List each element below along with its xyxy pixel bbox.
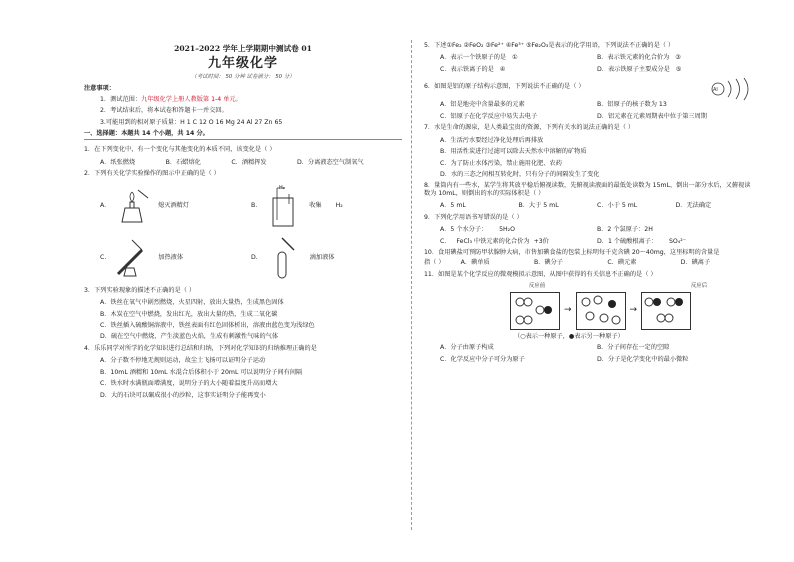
q11-option-d: D．分子是化学变化中的最小微粒 <box>597 355 689 363</box>
notice-item-2: 2．考试结束后，将本试卷和答题卡一并交回。 <box>100 107 228 115</box>
question-2: 2．下列有关化学实验操作的图示中正确的是（ ） <box>84 170 220 178</box>
question-7: 7．水是生命的源泉，是人类最宝贵的资源，下列有关水的说法正确的是（ ） <box>424 124 635 132</box>
q11-option-a: A．分子由原子构成 <box>440 344 494 352</box>
question-6-row <box>424 77 754 101</box>
q9-option-d-formula: SO₄²⁻ <box>668 237 687 245</box>
q2-option-d <box>251 236 402 280</box>
q5-option-a-text: A．表示一个铁原子的是 <box>440 54 507 62</box>
question-1: 1．在下列变化中，有一个变化与其他变化的本质不同，该变化是（ ） <box>84 146 276 154</box>
q5-option-c <box>440 66 597 73</box>
q4-option-d: D．大的石块可以碾成很小的沙粒，这事实证明分子能再变小 <box>100 391 266 399</box>
q5-option-d <box>597 66 754 73</box>
q9-option-d <box>597 238 754 245</box>
notice-item-1 <box>100 96 402 103</box>
q5-options-row-1 <box>440 54 754 61</box>
q7-option-a: A．生活污水要经过净化处理后再排放 <box>440 136 544 144</box>
q5-option-c-value: ④ <box>499 65 506 73</box>
q2-b-h2: H₂ <box>335 201 343 209</box>
q2-d-label: D. <box>251 253 258 261</box>
q8-option-a: A．5 mL <box>440 202 466 210</box>
q1-option-c: C．酒精挥发 <box>231 158 267 166</box>
q8-option-d: D．无法确定 <box>675 202 712 210</box>
q8-option-b: B．大于 5 mL <box>518 202 559 210</box>
q8-options <box>440 202 754 209</box>
q6-option-c: C．铝原子在化学反应中易失去电子 <box>440 112 538 120</box>
q10-option-d: D．碘离子 <box>680 259 711 267</box>
q2-a-caption: 熄灭酒精灯 <box>158 201 190 209</box>
q11-after-label: 反应后 <box>690 283 708 290</box>
reaction-after-box <box>641 292 691 330</box>
q5-option-a-value: ① <box>512 54 518 62</box>
q5-option-b <box>597 54 754 61</box>
exam-subject: 九年级化学 <box>207 56 278 72</box>
reaction-arrow-icon: → <box>564 305 572 316</box>
aluminum-atom-structure-icon <box>708 77 754 101</box>
question-1-options <box>100 159 402 166</box>
notice-heading: 注意事项： <box>84 85 115 93</box>
q2-option-c <box>100 236 251 280</box>
q2-image-row-2 <box>100 235 402 281</box>
question-6: 6．如图是铝的原子结构示意图，下列说法不正确的是（ ） <box>424 83 585 91</box>
q2-b-label: B. <box>251 201 258 209</box>
q6-options-row-2 <box>440 113 754 120</box>
alcohol-lamp-icon <box>112 186 152 226</box>
notice-item-1-prefix: 1．测试范围： <box>100 95 142 103</box>
reaction-arrow-icon: → <box>629 305 638 316</box>
section-heading: 一、选择题：本题共 14 个小题，共 14 分。 <box>84 130 402 140</box>
q2-d-caption: 滴加液体 <box>309 253 335 261</box>
q4-option-b: B．10mL 酒精和 10mL 水混合后体积小于 20mL 可以说明分子间有间隔 <box>100 368 303 376</box>
column-divider <box>411 40 412 530</box>
q9-option-d-text: D．1 个硫酸根离子： <box>597 237 658 245</box>
q5-option-d-value: ⑤ <box>675 65 682 73</box>
q5-option-d-text: D．表示铁原子主要成分是 <box>597 65 670 73</box>
q11-option-b: B．分子间存在一定的空隙 <box>597 344 670 352</box>
q5-option-b-value: ③ <box>675 54 681 62</box>
q10-option-a: A．碘单质 <box>460 259 490 267</box>
exam-time-info: （考试时间： 50 分钟 试卷满分： 50 分） <box>191 73 295 80</box>
q9-option-a <box>440 226 597 233</box>
q11-options-row-1 <box>440 344 754 351</box>
q5-option-a <box>440 54 597 61</box>
q10-cont: 指（ ） <box>424 259 445 267</box>
q3-option-c: C．铁丝插入硫酸铜溶液中，铁丝表面有红色固体析出，溶液由蓝色变为浅绿色 <box>100 322 315 329</box>
reaction-before-box <box>510 292 560 330</box>
q3-option-d: D．硫在空气中燃烧，产生淡蓝色火焰，生成有刺激性气味的气体 <box>100 333 279 341</box>
q9-option-c <box>440 238 597 245</box>
q7-option-c: C．为了防止水体污染，禁止施用化肥、农药 <box>440 159 562 167</box>
left-column <box>84 44 402 403</box>
q4-option-a: A．分子数不停地无规则运动，故尘土飞扬可以证明分子运动 <box>100 357 266 365</box>
question-5: 5．下述①Fe₂ ②FeO₂ ③Fe²⁺ ④Fe³⁺ ⑤Fe₂O₃是表示的化学用语，下列说法不正确的是（ ） <box>424 42 675 49</box>
q9-option-c-text: FeCl₃ 中铁元素的化合价为 <box>456 237 530 245</box>
q2-image-row-1 <box>100 183 402 229</box>
q2-option-b <box>251 184 402 228</box>
gas-collection-bottle-icon <box>263 184 303 228</box>
q11-before-label: 反应前 <box>528 283 546 290</box>
q4-option-c: C．铁水时水满瓶面增满度，说明分子的大小随着温度升高而增大 <box>100 380 278 388</box>
q3-option-b: B．木炭在空气中燃烧，发出红光，放出大量的热，生成二氧化碳 <box>100 310 278 318</box>
q9-option-c-valence: +3价 <box>533 237 549 245</box>
question-11: 11．如图是某个化学反应的微观模拟示意图，从图中获得的有关信息不正确的是（ ） <box>424 270 657 278</box>
q6-atom-label: Al <box>713 87 718 94</box>
test-tube-heating-icon <box>112 236 152 280</box>
q7-option-d: D．水的三态之间相互转化时，只有分子的间隔发生了变化 <box>440 170 600 178</box>
q9-options-row-1 <box>440 226 754 233</box>
q7-option-b: B．用活性炭进行过滤可以除去天然水中溶解的矿物质 <box>440 148 587 156</box>
notice-item-3: 3.可能用到的相对原子质量：H 1 C 12 O 16 Mg 24 Al 27 Zn 65 <box>100 118 283 126</box>
question-4: 4．乐乐同学对所学的化学知识进行总结和归纳，下列对化学知识的归纳推理正确的是 <box>84 344 317 352</box>
q1-option-d: D．分离液态空气制氧气 <box>296 158 364 166</box>
question-9: 9．下列化学用语书写错误的是（ ） <box>424 213 523 221</box>
q6-option-d: D．铝元素在元素周期表中位于第三周期 <box>597 112 707 120</box>
reaction-middle-box <box>576 292 626 330</box>
q1-option-b: B．石蜡熔化 <box>165 158 201 166</box>
q11-options-row-2 <box>440 356 754 363</box>
q5-option-b-text: B．表示铁元素的化合价为 <box>597 54 670 62</box>
dropper-icon <box>264 236 304 280</box>
q9-option-a-text: A．5 个水分子： <box>440 226 488 234</box>
q9-option-b: B．2 个氯原子：2H <box>597 226 653 234</box>
q6-option-a: A．铝是地壳中含量最多的元素 <box>440 101 525 109</box>
q9-options-row-2 <box>440 238 754 245</box>
q2-a-label: A. <box>100 201 107 209</box>
notice-item-1-red: 九年级化学上册人教版第 1-4 单元。 <box>141 95 242 103</box>
q9-option-c-label: C． <box>440 237 451 245</box>
q3-option-a: A．铁丝在氧气中剧烈燃烧，火星四射，放出大量热，生成黑色固体 <box>100 299 284 307</box>
question-8: 8．量筒内有一些水，某学生将其放平稳后俯视读数，先俯视读液面的最低处读数为 15mL，倒出一部分水后，又俯视读数为 10mL，则倒出的水的实际体积是（ ） <box>424 182 751 197</box>
q11-legend: （○表示一种原子，●表示另一种原子） <box>514 332 624 340</box>
q1-option-a: A．纸张燃烧 <box>100 158 136 166</box>
q11-diagram-labels <box>512 283 754 289</box>
q10-option-b: B．碘分子 <box>534 259 563 267</box>
q2-c-label: C. <box>100 253 107 261</box>
q8-option-c: C．小于 5 mL <box>597 202 638 210</box>
exam-title: 2021–2022 学年上学期期中测试卷 01 <box>174 44 312 53</box>
q10-option-c: C．碘元素 <box>607 259 637 267</box>
q6-options-row-1 <box>440 101 754 108</box>
question-10: 10．食用碘盐可预防甲状腺肿大病，市售加碘食盐的包装上标明每千克含碘 20～40mg，这里标明的含量是 <box>424 249 720 256</box>
q2-option-a <box>100 186 251 226</box>
q9-option-a-formula: 5H₂O <box>499 226 516 234</box>
q5-option-c-text: C．表示铁离子的是 <box>440 65 494 73</box>
right-column <box>424 42 754 367</box>
q11-reaction-diagram <box>510 292 754 330</box>
q2-b-caption: 收集 <box>309 201 322 209</box>
q10-options <box>424 259 754 266</box>
q2-h2-top: H₂ <box>279 184 285 191</box>
q11-option-c: C．化学反应中分子可分为原子 <box>440 355 525 363</box>
question-3: 3．下列实验现象的描述不正确的是（ ） <box>84 286 196 294</box>
q5-options-row-2 <box>440 66 754 73</box>
q6-option-b: B．铝原子的核子数为 13 <box>597 101 667 109</box>
q2-c-caption: 加热液体 <box>158 253 184 261</box>
